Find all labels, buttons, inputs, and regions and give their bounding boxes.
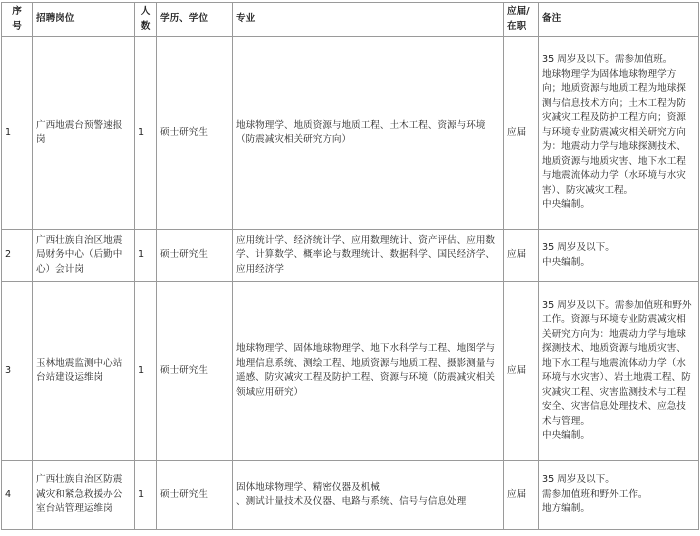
row-remarks: 35 周岁及以下。需参加值班。 地球物理学为固体地球物理学方向；地质资源与地质工程为地球探测与信息技术方向；土木工程为防灾减灾工程及防护工程方向；资源与环境专业防震减灾相关研究方向为：地震动力学与地球探测技术、地质资源与地质灾害、地下水工程与地震流体动力学（水环境与水灾害）、防灾减灾工程。 中央编制。 — [539, 37, 699, 230]
row-status: 应届 — [504, 230, 539, 282]
row-remarks: 35 周岁及以下。需参加值班和野外工作。资源与环境专业防震减灾相关研究方向为：地震动力学与地球探测技术、地质资源与地质灾害、地下水工程与地震流体动力学（水环境与水灾害）、岩土地震工程、防灾减灾工程、灾害监测技术与工程安全、灾害信息处理技术、应急技术与管理。 中央编制。 — [539, 282, 699, 461]
header-count: 人 数 — [135, 3, 157, 37]
row-status: 应届 — [504, 282, 539, 461]
table-row — [2, 282, 699, 461]
header-index: 序 号 — [2, 3, 33, 37]
row-count: 1 — [135, 37, 157, 230]
row-major: 应用统计学、经济统计学、应用数理统计、资产评估、应用数学、计算数学、概率论与数理统计、数据科学、国民经济学、应用经济学 — [233, 230, 504, 282]
row-index: 4 — [2, 461, 33, 530]
table-row — [2, 230, 699, 282]
row-count: 1 — [135, 461, 157, 530]
row-position: 玉林地震监测中心站台站建设运维岗 — [33, 282, 135, 461]
row-major: 地球物理学、固体地球物理学、地下水科学与工程、地图学与地理信息系统、测绘工程、地质资源与地质工程、摄影测量与遥感、防灾减灾工程及防护工程、资源与环境（防震减灾相关领域应用研究） — [233, 282, 504, 461]
row-major: 地球物理学、地质资源与地质工程、土木工程、资源与环境（防震减灾相关研究方向） — [233, 37, 504, 230]
header-education: 学历、学位 — [157, 3, 233, 37]
recruitment-table — [1, 2, 699, 530]
header-major: 专业 — [233, 3, 504, 37]
row-index: 3 — [2, 282, 33, 461]
row-remarks: 35 周岁及以下。 中央编制。 — [539, 230, 699, 282]
row-education: 硕士研究生 — [157, 282, 233, 461]
table-row — [2, 461, 699, 530]
row-position: 广西壮族自治区地震局财务中心（后勤中心）会计岗 — [33, 230, 135, 282]
row-count: 1 — [135, 282, 157, 461]
row-education: 硕士研究生 — [157, 461, 233, 530]
row-major: 固体地球物理学、精密仪器及机械 、测试计量技术及仪器、电路与系统、信号与信息处理 — [233, 461, 504, 530]
row-position: 广西壮族自治区防震减灾和紧急救援办公室台站管理运维岗 — [33, 461, 135, 530]
header-position: 招聘岗位 — [33, 3, 135, 37]
header-status: 应届/ 在职 — [504, 3, 539, 37]
row-remarks: 35 周岁及以下。 需参加值班和野外工作。 地方编制。 — [539, 461, 699, 530]
row-education: 硕士研究生 — [157, 37, 233, 230]
header-remarks: 备注 — [539, 3, 699, 37]
row-status: 应届 — [504, 461, 539, 530]
header-row — [2, 3, 699, 37]
row-index: 2 — [2, 230, 33, 282]
row-index: 1 — [2, 37, 33, 230]
table-row — [2, 37, 699, 230]
row-status: 应届 — [504, 37, 539, 230]
row-education: 硕士研究生 — [157, 230, 233, 282]
row-count: 1 — [135, 230, 157, 282]
row-position: 广西地震台预警速报岗 — [33, 37, 135, 230]
